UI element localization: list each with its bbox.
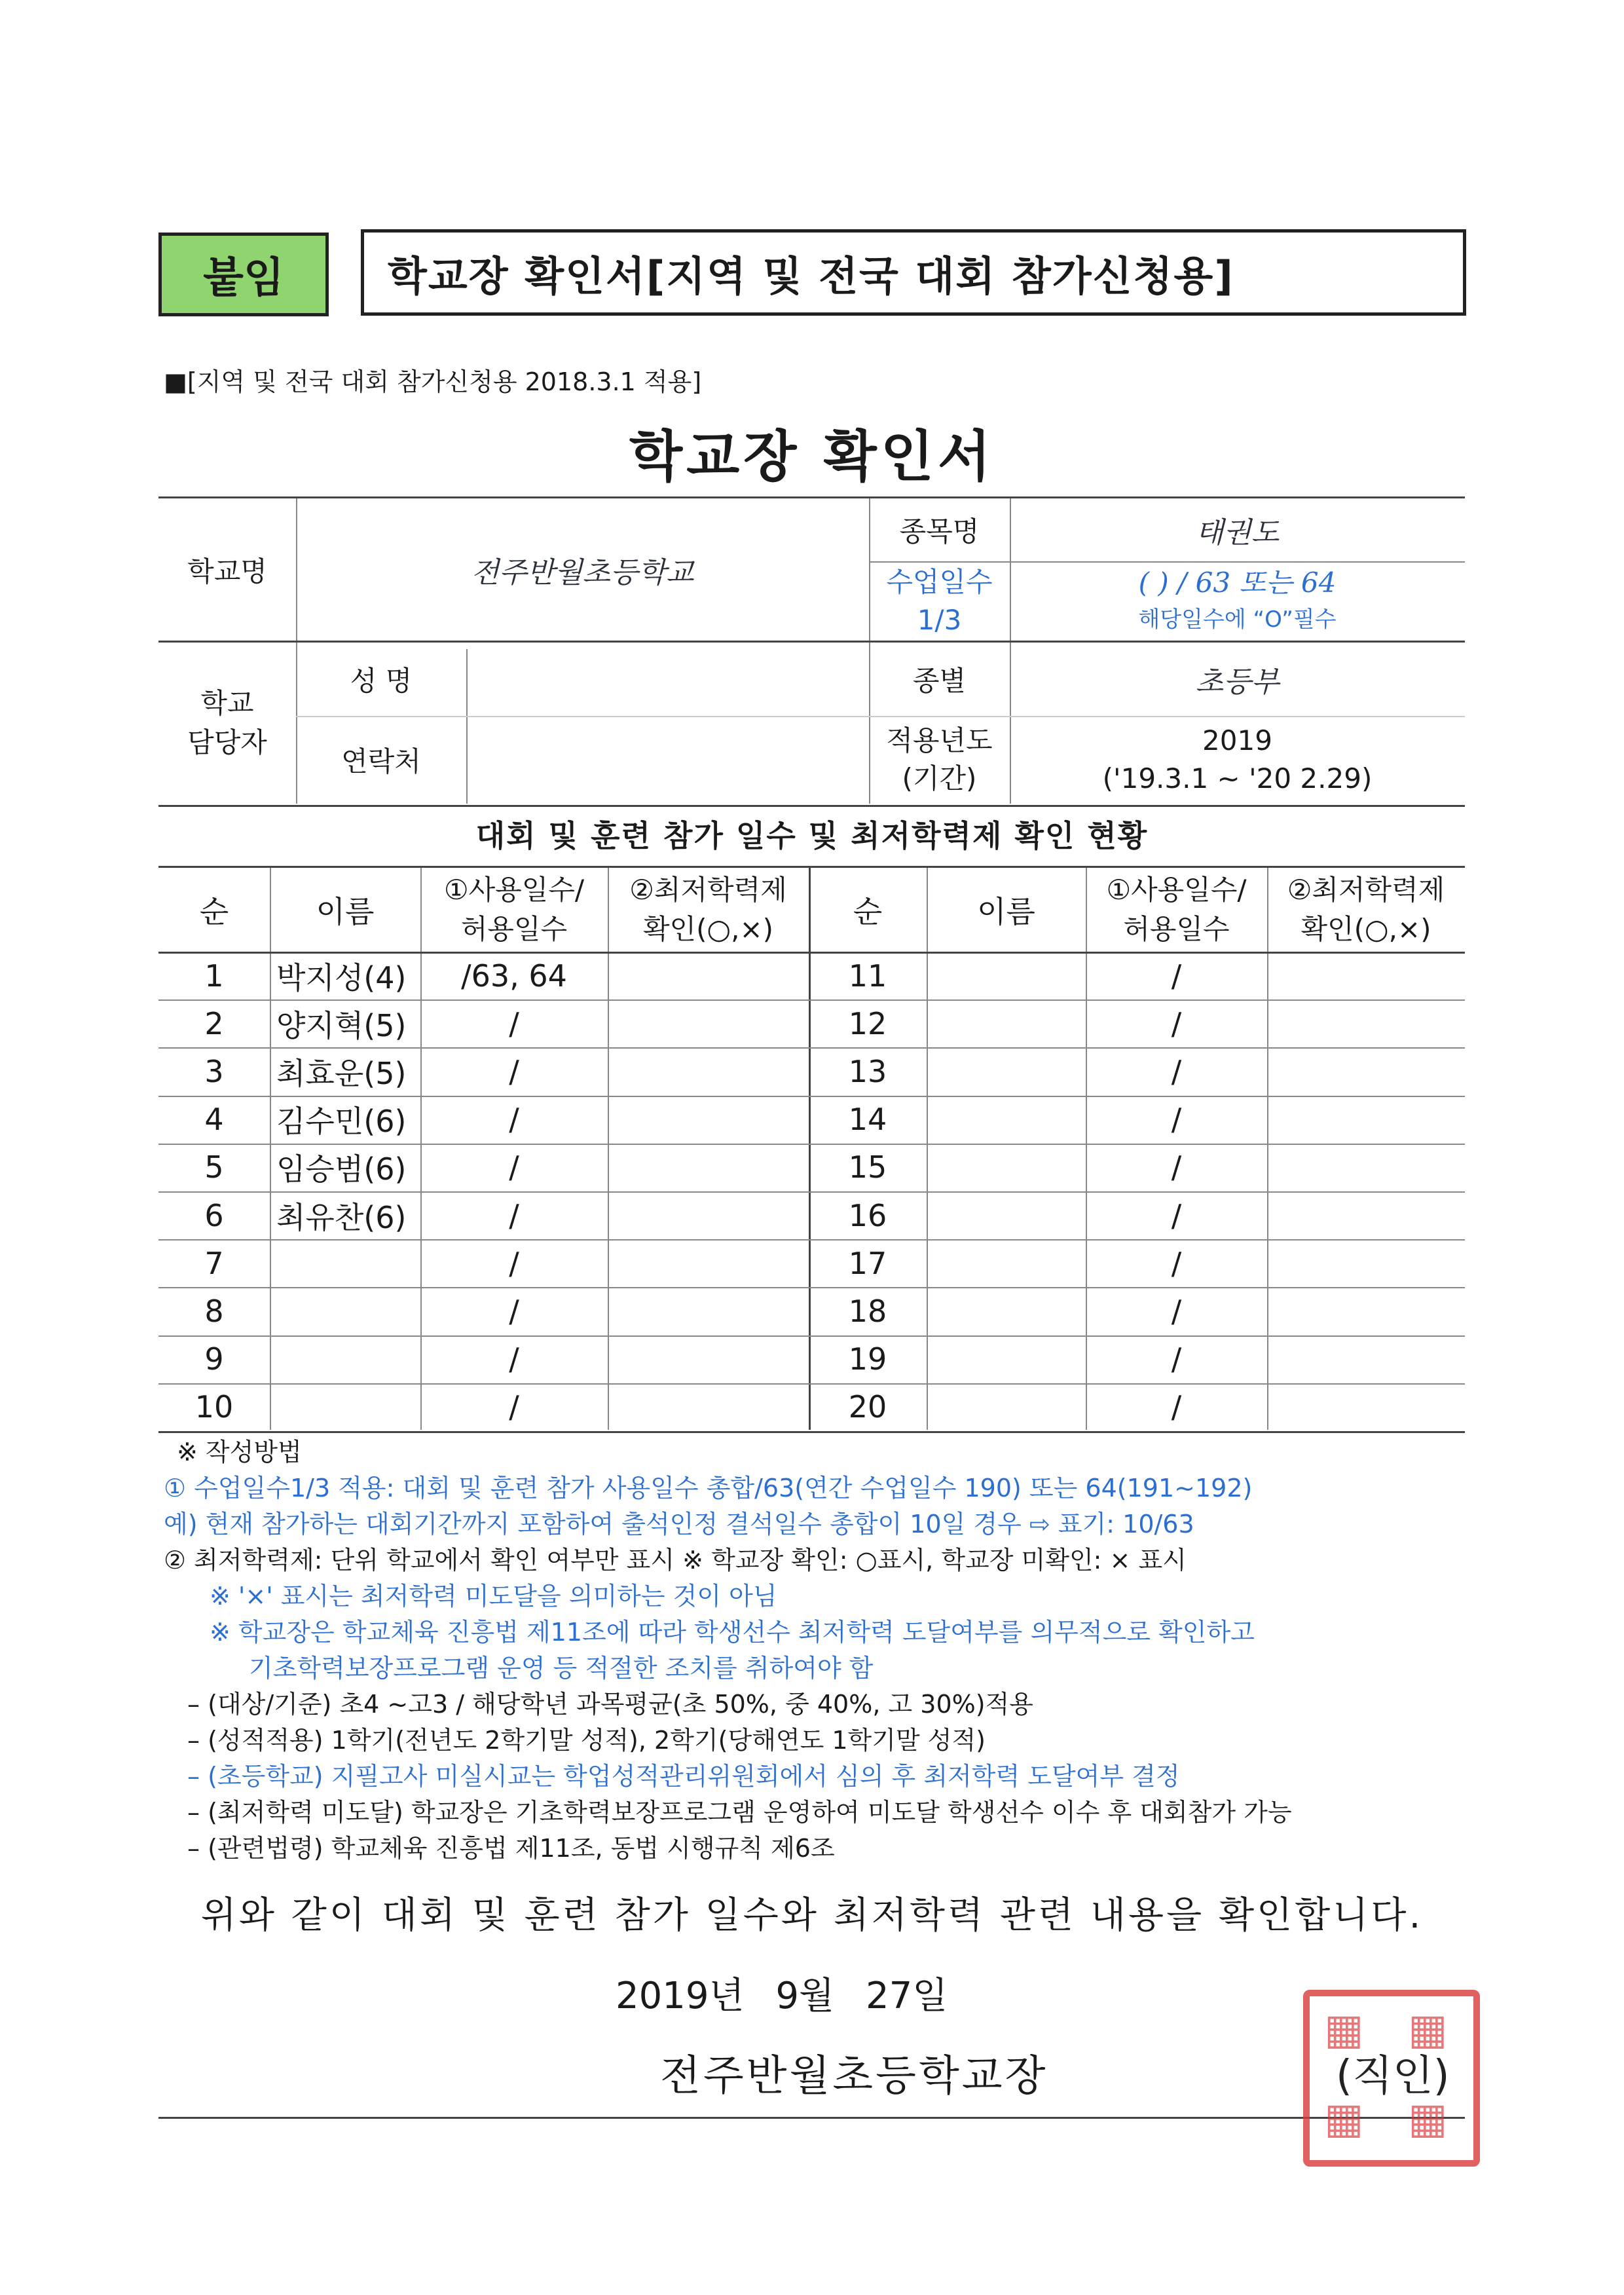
roster-no-cell: 1 bbox=[204, 958, 224, 994]
staff-label-line1: 학교 bbox=[200, 687, 254, 719]
roster-name-cell[interactable] bbox=[927, 1335, 1086, 1383]
roster-days-cell: / bbox=[1171, 1389, 1182, 1425]
instruction-line: – (성적적용) 1학기(전년도 2학기말 성적), 2학기(당해연도 1학기말 성적) bbox=[187, 1726, 986, 1755]
class-days-label bbox=[869, 561, 1010, 641]
instruction-line: – (대상/기준) 초4 ~고3 / 해당학년 과목평균(초 50%, 중 40%, 고 30%)적용 bbox=[187, 1690, 1033, 1719]
seal-mark: ▦ bbox=[1324, 2095, 1364, 2143]
staff-name-label: 성 명 bbox=[350, 665, 413, 697]
roster-name-cell[interactable]: 양지혁(5) bbox=[276, 1007, 407, 1043]
roster-days-cell: / bbox=[509, 1293, 519, 1329]
roster-check-cell[interactable] bbox=[608, 1144, 809, 1191]
roster-days-cell: / bbox=[509, 1389, 519, 1425]
header-days-line1: ①사용일수/ bbox=[1106, 874, 1247, 906]
roster-name-cell[interactable] bbox=[927, 1096, 1086, 1144]
roster-table bbox=[158, 866, 1465, 1433]
class-days-fraction: ( ) / 63 또는 64 bbox=[1138, 566, 1337, 599]
roster-no-cell: 4 bbox=[204, 1102, 224, 1138]
header-name-right: 이름 bbox=[977, 894, 1035, 929]
roster-days-cell: / bbox=[509, 1341, 519, 1377]
principal-signature: 전주반월초등학교장 bbox=[660, 2052, 1048, 2100]
year-value-period: ('19.3.1 ~ '20 2.29) bbox=[1102, 762, 1373, 794]
roster-check-cell[interactable] bbox=[1267, 1047, 1465, 1095]
instruction-line: ※ 작성방법 bbox=[177, 1438, 302, 1466]
roster-days-cell: / bbox=[1171, 1197, 1182, 1233]
roster-name-cell[interactable] bbox=[927, 1383, 1086, 1431]
section-heading: 대회 및 훈련 참가 일수 및 최저학력제 확인 현황 bbox=[475, 818, 1149, 853]
roster-no-cell: 3 bbox=[204, 1053, 224, 1089]
application-note: ■[지역 및 전국 대회 참가신청용 2018.3.1 적용] bbox=[164, 367, 702, 396]
roster-check-cell[interactable] bbox=[1267, 999, 1465, 1047]
seal-placeholder: (직인) bbox=[1336, 2052, 1450, 2100]
roster-name-cell[interactable] bbox=[927, 1287, 1086, 1335]
header-name-left: 이름 bbox=[316, 894, 375, 929]
roster-no-cell: 14 bbox=[848, 1102, 887, 1138]
confirmation-statement: 위와 같이 대회 및 훈련 참가 일수와 최저학력 관련 내용을 확인합니다. bbox=[200, 1894, 1424, 1937]
instruction-line: 예) 현재 참가하는 대회기간까지 포함하여 출석인정 결석일수 총합이 10일 경우 ⇨ 표기: 10/63 bbox=[164, 1510, 1194, 1539]
roster-days-cell: / bbox=[1171, 958, 1182, 994]
staff-contact-value[interactable] bbox=[466, 716, 869, 804]
roster-no-cell: 20 bbox=[848, 1389, 887, 1425]
header-days-right bbox=[1086, 868, 1267, 952]
banner-title: 학교장 확인서[지역 및 전국 대회 참가신청용] bbox=[361, 229, 1466, 316]
roster-name-cell[interactable] bbox=[927, 1239, 1086, 1287]
header-check-right bbox=[1267, 868, 1465, 952]
roster-name-cell[interactable] bbox=[927, 1144, 1086, 1191]
roster-no-cell: 6 bbox=[204, 1197, 224, 1233]
roster-check-cell[interactable] bbox=[608, 1191, 809, 1239]
roster-no-cell: 18 bbox=[848, 1293, 887, 1329]
roster-name-cell[interactable]: 최효운(5) bbox=[276, 1055, 407, 1091]
roster-no-cell: 10 bbox=[194, 1389, 234, 1425]
year-value bbox=[1010, 716, 1465, 804]
instruction-line: – (최저학력 미도달) 학교장은 기초학력보장프로그램 운영하여 미도달 학생선수 이수 후 대회참가 가능 bbox=[187, 1798, 1292, 1827]
roster-days-cell: / bbox=[509, 1149, 519, 1185]
header-check-line2: 확인(○,×) bbox=[1301, 913, 1431, 945]
roster-check-cell[interactable] bbox=[1267, 1287, 1465, 1335]
header-check-left bbox=[608, 868, 809, 952]
roster-days-cell: / bbox=[1171, 1149, 1182, 1185]
roster-check-cell[interactable] bbox=[608, 1287, 809, 1335]
roster-days-cell: / bbox=[509, 1102, 519, 1138]
seal-mark: ▦ bbox=[1408, 2095, 1448, 2143]
instruction-line: ※ '×' 표시는 최저학력 미도달을 의미하는 것이 아님 bbox=[210, 1582, 777, 1611]
roster-name-cell[interactable]: 김수민(6) bbox=[276, 1104, 407, 1140]
roster-check-cell[interactable] bbox=[1267, 1239, 1465, 1287]
roster-name-cell[interactable] bbox=[270, 1383, 420, 1431]
roster-days-cell: / bbox=[509, 1053, 519, 1089]
roster-days-cell: / bbox=[509, 1005, 519, 1041]
header-check-line1: ②최저학력제 bbox=[1287, 874, 1445, 906]
roster-no-cell: 13 bbox=[848, 1053, 887, 1089]
school-name-label: 학교명 bbox=[187, 555, 267, 588]
instruction-line: – (관련법령) 학교체육 진흥법 제11조, 동법 시행규칙 제6조 bbox=[187, 1834, 835, 1863]
header-days-line2: 허용일수 bbox=[460, 913, 568, 945]
header-days-line1: ①사용일수/ bbox=[443, 874, 585, 906]
year-label-line1: 적용년도 bbox=[886, 724, 993, 756]
header-days-line2: 허용일수 bbox=[1123, 913, 1230, 945]
roster-check-cell[interactable] bbox=[1267, 1191, 1465, 1239]
roster-no-cell: 19 bbox=[848, 1341, 887, 1377]
roster-days-cell: / bbox=[1171, 1293, 1182, 1329]
roster-name-cell[interactable] bbox=[927, 999, 1086, 1047]
instruction-line: ① 수업일수1/3 적용: 대회 및 훈련 참가 사용일수 총합/63(연간 수업일수 190) 또는 64(191~192) bbox=[164, 1474, 1253, 1502]
school-info-table bbox=[158, 496, 1465, 807]
staff-label-line2: 담당자 bbox=[187, 726, 267, 758]
school-name-value: 전주반월초등학교 bbox=[471, 555, 694, 589]
roster-check-cell[interactable] bbox=[608, 1047, 809, 1095]
seal-mark: ▦ bbox=[1408, 2006, 1448, 2054]
roster-days-cell: / bbox=[1171, 1053, 1182, 1089]
header-check-line1: ②최저학력제 bbox=[629, 874, 787, 906]
roster-name-cell[interactable]: 최유찬(6) bbox=[276, 1199, 407, 1235]
division-value: 초등부 bbox=[1195, 665, 1280, 699]
roster-days-cell: / bbox=[509, 1197, 519, 1233]
sport-label: 종목명 bbox=[899, 515, 980, 548]
roster-days-cell: / bbox=[509, 1245, 519, 1281]
document-title: 학교장 확인서 bbox=[629, 424, 995, 489]
roster-days-cell: / bbox=[1171, 1245, 1182, 1281]
roster-name-cell[interactable] bbox=[927, 1047, 1086, 1095]
year-value-year: 2019 bbox=[1202, 724, 1272, 756]
attachment-badge: 붙임 bbox=[158, 233, 329, 316]
roster-check-cell[interactable] bbox=[608, 952, 809, 999]
roster-check-cell[interactable] bbox=[1267, 1335, 1465, 1383]
writing-instructions bbox=[164, 1434, 1473, 1867]
roster-check-cell[interactable] bbox=[608, 1096, 809, 1144]
header-days-left bbox=[420, 868, 608, 952]
instruction-line: ② 최저학력제: 단위 학교에서 확인 여부만 표시 ※ 학교장 확인: ○표시, 학교장 미확인: × 표시 bbox=[164, 1546, 1187, 1575]
roster-days-cell: / bbox=[1171, 1341, 1182, 1377]
header-no-left: 순 bbox=[199, 894, 229, 929]
roster-name-cell[interactable] bbox=[270, 1335, 420, 1383]
roster-check-cell[interactable] bbox=[608, 1383, 809, 1431]
year-label-line2: (기간) bbox=[902, 762, 977, 794]
signing-date: 2019년 9월 27일 bbox=[616, 1975, 948, 2017]
roster-name-cell[interactable] bbox=[270, 1239, 420, 1287]
roster-check-cell[interactable] bbox=[1267, 952, 1465, 999]
staff-name-value[interactable] bbox=[466, 643, 869, 716]
class-days-note: 해당일수에 “O”필수 bbox=[1138, 606, 1337, 633]
roster-check-cell[interactable] bbox=[1267, 1096, 1465, 1144]
instruction-line: 기초학력보장프로그램 운영 등 적절한 조치를 취하여야 함 bbox=[249, 1654, 874, 1683]
roster-no-cell: 8 bbox=[204, 1293, 224, 1329]
roster-check-cell[interactable] bbox=[608, 999, 809, 1047]
staff-label bbox=[158, 643, 296, 804]
roster-no-cell: 7 bbox=[204, 1245, 224, 1281]
roster-days-cell: / bbox=[1171, 1005, 1182, 1041]
instruction-line: ※ 학교장은 학교체육 진흥법 제11조에 따라 학생선수 최저학력 도달여부를 의무적으로 확인하고 bbox=[210, 1618, 1255, 1647]
roster-name-cell[interactable] bbox=[927, 952, 1086, 999]
staff-contact-label: 연락처 bbox=[341, 745, 421, 777]
roster-no-cell: 5 bbox=[204, 1149, 224, 1185]
division-label: 종별 bbox=[912, 665, 967, 697]
roster-no-cell: 2 bbox=[204, 1005, 224, 1041]
year-label bbox=[869, 716, 1010, 804]
roster-no-cell: 15 bbox=[848, 1149, 887, 1185]
roster-check-cell[interactable] bbox=[1267, 1144, 1465, 1191]
class-days-value bbox=[1010, 561, 1465, 641]
instruction-line: – (초등학교) 지필고사 미실시교는 학업성적관리위원회에서 심의 후 최저학력 도달여부 결정 bbox=[187, 1762, 1180, 1791]
roster-check-cell[interactable] bbox=[608, 1335, 809, 1383]
roster-days-cell: /63, 64 bbox=[461, 958, 567, 994]
roster-days-cell: / bbox=[1171, 1102, 1182, 1138]
roster-name-cell[interactable]: 박지성(4) bbox=[276, 960, 407, 996]
roster-name-cell[interactable] bbox=[270, 1287, 420, 1335]
class-days-label-line1: 수업일수 bbox=[886, 565, 993, 598]
bottom-rule bbox=[158, 2117, 1465, 2119]
roster-check-cell[interactable] bbox=[608, 1239, 809, 1287]
roster-no-cell: 12 bbox=[848, 1005, 887, 1041]
roster-name-cell[interactable]: 임승범(6) bbox=[276, 1151, 407, 1187]
roster-no-cell: 11 bbox=[848, 958, 887, 994]
class-days-label-line2: 1/3 bbox=[917, 603, 962, 636]
sport-value: 태권도 bbox=[1195, 516, 1280, 550]
header-check-line2: 확인(○,×) bbox=[642, 913, 774, 945]
roster-no-cell: 9 bbox=[204, 1341, 224, 1377]
roster-name-cell[interactable] bbox=[927, 1191, 1086, 1239]
seal-mark: ▦ bbox=[1324, 2006, 1364, 2054]
header-no-right: 순 bbox=[853, 894, 883, 929]
roster-no-cell: 17 bbox=[848, 1245, 887, 1281]
roster-no-cell: 16 bbox=[848, 1197, 887, 1233]
roster-check-cell[interactable] bbox=[1267, 1383, 1465, 1431]
